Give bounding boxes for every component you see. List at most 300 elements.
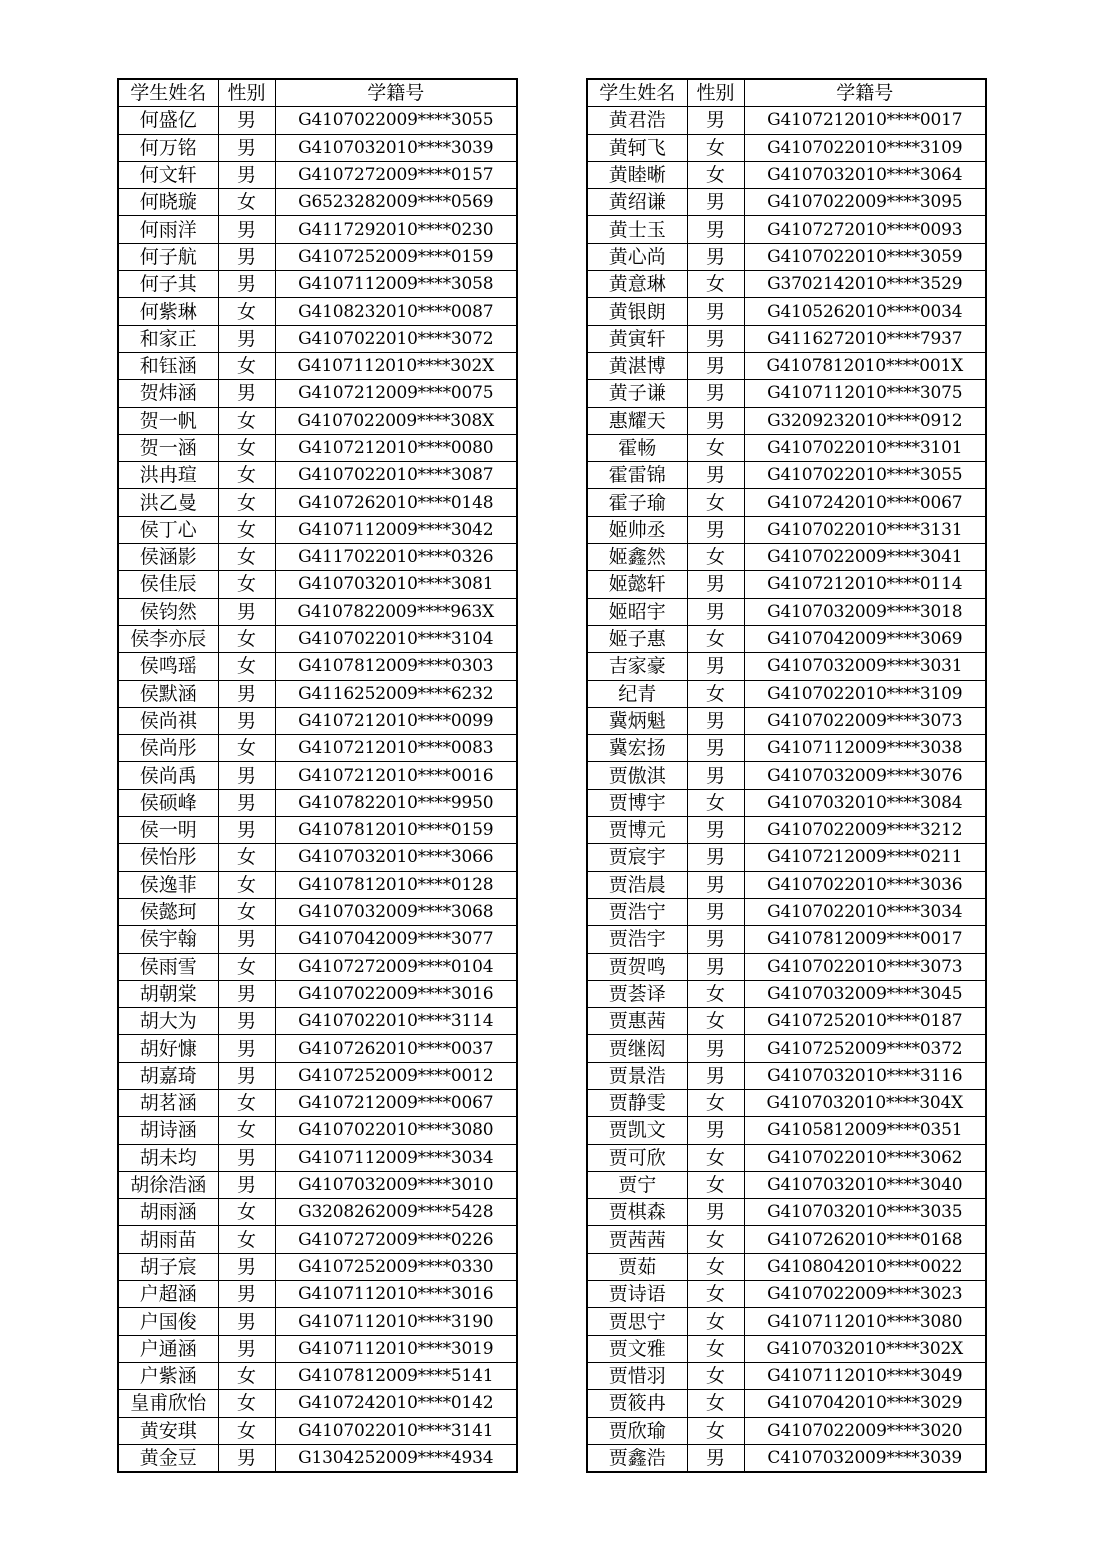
- student-id-cell: G4107032009****3010: [275, 1171, 517, 1198]
- gender-cell: 女: [687, 1226, 744, 1253]
- student-id-cell: G4107812010****0159: [275, 817, 517, 844]
- table-row: [587, 1444, 986, 1472]
- gender-cell: 男: [218, 1008, 275, 1035]
- student-id-cell: G4107032009****3068: [275, 898, 517, 925]
- table-row: [118, 516, 517, 543]
- student-name-cell: 黄心尚: [587, 243, 687, 270]
- student-id-cell: G4107212010****0017: [744, 107, 986, 134]
- table-row: [587, 107, 986, 134]
- student-id-cell: G4117022010****0326: [275, 544, 517, 571]
- header-student-id: 学籍号: [275, 79, 517, 107]
- gender-cell: 男: [687, 189, 744, 216]
- table-row: [118, 817, 517, 844]
- table-row: [118, 216, 517, 243]
- header-gender: 性别: [218, 79, 275, 107]
- student-id-cell: G4107252009****0372: [744, 1035, 986, 1062]
- table-row: [587, 161, 986, 188]
- student-name-cell: 侯丁心: [118, 516, 218, 543]
- gender-cell: 男: [218, 1253, 275, 1280]
- table-row: [587, 1035, 986, 1062]
- student-id-cell: G4107252009****0012: [275, 1062, 517, 1089]
- student-name-cell: 胡雨苗: [118, 1226, 218, 1253]
- gender-cell: 女: [218, 898, 275, 925]
- student-name-cell: 黄湛博: [587, 352, 687, 379]
- table-row: [118, 653, 517, 680]
- table-row: [118, 189, 517, 216]
- student-id-cell: G4107032010****3035: [744, 1199, 986, 1226]
- table-row: [587, 1390, 986, 1417]
- table-row: [118, 1308, 517, 1335]
- student-id-cell: G4107022010****3109: [744, 134, 986, 161]
- student-id-cell: G6523282009****0569: [275, 189, 517, 216]
- student-name-cell: 惠耀天: [587, 407, 687, 434]
- table-row: [118, 407, 517, 434]
- table-row: [587, 625, 986, 652]
- table-row: [118, 898, 517, 925]
- table-row: [118, 352, 517, 379]
- table-row: [587, 407, 986, 434]
- student-id-cell: G4107272009****0157: [275, 161, 517, 188]
- table-row: [118, 762, 517, 789]
- student-name-cell: 胡未均: [118, 1144, 218, 1171]
- student-id-cell: G4107252010****0187: [744, 1008, 986, 1035]
- student-name-cell: 姬子惠: [587, 625, 687, 652]
- gender-cell: 女: [218, 953, 275, 980]
- gender-cell: 女: [218, 544, 275, 571]
- table-row: [587, 598, 986, 625]
- student-id-cell: G4107212010****0114: [744, 571, 986, 598]
- gender-cell: 男: [687, 1117, 744, 1144]
- student-name-cell: 贾荟译: [587, 980, 687, 1007]
- student-id-cell: G4107112009****3042: [275, 516, 517, 543]
- table-row: [118, 325, 517, 352]
- student-name-cell: 姬昭宇: [587, 598, 687, 625]
- student-id-cell: G4107212009****0211: [744, 844, 986, 871]
- student-name-cell: 冀炳魁: [587, 707, 687, 734]
- table-row: [587, 1008, 986, 1035]
- student-id-cell: G4107022009****3055: [275, 107, 517, 134]
- student-id-cell: G4107032009****3045: [744, 980, 986, 1007]
- gender-cell: 男: [687, 653, 744, 680]
- gender-cell: 男: [687, 516, 744, 543]
- gender-cell: 男: [218, 1035, 275, 1062]
- student-name-cell: 洪冉瑄: [118, 462, 218, 489]
- student-name-cell: 黄轲飞: [587, 134, 687, 161]
- student-id-cell: G4107822009****963X: [275, 598, 517, 625]
- student-id-cell: G4107112009****3038: [744, 735, 986, 762]
- gender-cell: 男: [687, 216, 744, 243]
- student-id-cell: G4107272009****0104: [275, 953, 517, 980]
- student-name-cell: 侯怡彤: [118, 844, 218, 871]
- student-id-cell: G4107242010****0142: [275, 1390, 517, 1417]
- student-name-cell: 吉家豪: [587, 653, 687, 680]
- student-name-cell: 侯默涵: [118, 680, 218, 707]
- table-row: [118, 1199, 517, 1226]
- student-id-cell: G4107022010****3109: [744, 680, 986, 707]
- gender-cell: 男: [687, 926, 744, 953]
- student-id-cell: G1304252009****4934: [275, 1444, 517, 1472]
- gender-cell: 女: [687, 489, 744, 516]
- student-name-cell: 侯懿珂: [118, 898, 218, 925]
- table-row: [118, 462, 517, 489]
- gender-cell: 女: [687, 1335, 744, 1362]
- student-id-cell: G4107032010****3081: [275, 571, 517, 598]
- student-name-cell: 贾继闳: [587, 1035, 687, 1062]
- table-row: [118, 298, 517, 325]
- student-name-cell: 贾浩宁: [587, 898, 687, 925]
- student-id-cell: G4107112010****302X: [275, 352, 517, 379]
- table-row: [118, 789, 517, 816]
- student-id-cell: G4107252009****0159: [275, 243, 517, 270]
- student-id-cell: G4107032010****302X: [744, 1335, 986, 1362]
- student-id-cell: G4107022010****3101: [744, 434, 986, 461]
- student-id-cell: G4107022010****3141: [275, 1417, 517, 1444]
- table-row: [587, 134, 986, 161]
- student-name-cell: 贺一帆: [118, 407, 218, 434]
- table-row: [118, 571, 517, 598]
- student-id-cell: G4107272009****0226: [275, 1226, 517, 1253]
- gender-cell: 女: [687, 1390, 744, 1417]
- gender-cell: 男: [687, 107, 744, 134]
- student-name-cell: 贾博宇: [587, 789, 687, 816]
- table-row: [587, 544, 986, 571]
- gender-cell: 女: [218, 625, 275, 652]
- student-name-cell: 姬懿轩: [587, 571, 687, 598]
- student-name-cell: 何晓璇: [118, 189, 218, 216]
- student-name-cell: 贾筱冉: [587, 1390, 687, 1417]
- table-row: [587, 271, 986, 298]
- table-row: [118, 1226, 517, 1253]
- table-row: [587, 817, 986, 844]
- gender-cell: 男: [218, 707, 275, 734]
- student-id-cell: G4107022010****3036: [744, 871, 986, 898]
- student-id-cell: C4107032009****3039: [744, 1444, 986, 1472]
- table-row: [587, 1281, 986, 1308]
- table-row: [587, 1417, 986, 1444]
- table-row: [587, 1144, 986, 1171]
- student-id-cell: G4107022010****3104: [275, 625, 517, 652]
- student-name-cell: 胡诗涵: [118, 1117, 218, 1144]
- table-row: [118, 1144, 517, 1171]
- gender-cell: 男: [687, 352, 744, 379]
- table-row: [587, 1335, 986, 1362]
- student-id-cell: G3209232010****0912: [744, 407, 986, 434]
- student-id-cell: G4107812010****0128: [275, 871, 517, 898]
- student-name-cell: 贾茜茜: [587, 1226, 687, 1253]
- gender-cell: 男: [687, 1444, 744, 1472]
- student-name-cell: 贾贺鸣: [587, 953, 687, 980]
- gender-cell: 男: [218, 980, 275, 1007]
- gender-cell: 女: [218, 298, 275, 325]
- student-name-cell: 贾景浩: [587, 1062, 687, 1089]
- student-name-cell: 何盛亿: [118, 107, 218, 134]
- table-row: [587, 1362, 986, 1389]
- student-id-cell: G4107042009****3077: [275, 926, 517, 953]
- student-id-cell: G4107032009****3031: [744, 653, 986, 680]
- student-name-cell: 侯涵影: [118, 544, 218, 571]
- header-row: [587, 79, 986, 107]
- table-row: [587, 1171, 986, 1198]
- student-id-cell: G4107112010****3019: [275, 1335, 517, 1362]
- student-name-cell: 何紫琳: [118, 298, 218, 325]
- table-row: [118, 134, 517, 161]
- student-name-cell: 侯尚彤: [118, 735, 218, 762]
- gender-cell: 女: [218, 407, 275, 434]
- student-name-cell: 何万铭: [118, 134, 218, 161]
- student-name-cell: 黄金豆: [118, 1444, 218, 1472]
- gender-cell: 女: [687, 1308, 744, 1335]
- student-name-cell: 贾博元: [587, 817, 687, 844]
- gender-cell: 男: [218, 680, 275, 707]
- table-row: [118, 680, 517, 707]
- student-id-cell: G4107812009****0303: [275, 653, 517, 680]
- table-row: [587, 871, 986, 898]
- table-row: [118, 707, 517, 734]
- table-row: [587, 680, 986, 707]
- table-row: [118, 953, 517, 980]
- table-row: [587, 216, 986, 243]
- student-name-cell: 贾宁: [587, 1171, 687, 1198]
- table-row: [587, 462, 986, 489]
- student-name-cell: 何子其: [118, 271, 218, 298]
- student-id-cell: G4107032010****3116: [744, 1062, 986, 1089]
- student-name-cell: 户通涵: [118, 1335, 218, 1362]
- student-name-cell: 侯佳辰: [118, 571, 218, 598]
- gender-cell: 男: [687, 462, 744, 489]
- student-id-cell: G4107022009****3095: [744, 189, 986, 216]
- student-id-cell: G4107212010****0099: [275, 707, 517, 734]
- student-name-cell: 侯宇翰: [118, 926, 218, 953]
- table-row: [118, 1390, 517, 1417]
- gender-cell: 男: [218, 1335, 275, 1362]
- header-gender: 性别: [687, 79, 744, 107]
- gender-cell: 女: [687, 1089, 744, 1116]
- gender-cell: 男: [218, 134, 275, 161]
- student-name-cell: 贾可欣: [587, 1144, 687, 1171]
- gender-cell: 男: [687, 707, 744, 734]
- table-row: [118, 871, 517, 898]
- gender-cell: 女: [218, 462, 275, 489]
- student-id-cell: G4107252009****0330: [275, 1253, 517, 1280]
- table-row: [587, 898, 986, 925]
- student-id-cell: G4107022010****3114: [275, 1008, 517, 1035]
- student-name-cell: 侯逸菲: [118, 871, 218, 898]
- student-name-cell: 黄君浩: [587, 107, 687, 134]
- gender-cell: 男: [218, 817, 275, 844]
- gender-cell: 男: [218, 598, 275, 625]
- gender-cell: 女: [687, 1417, 744, 1444]
- gender-cell: 女: [218, 653, 275, 680]
- table-row: [587, 1253, 986, 1280]
- student-name-cell: 纪青: [587, 680, 687, 707]
- student-id-cell: G4107272010****0093: [744, 216, 986, 243]
- gender-cell: 男: [218, 1308, 275, 1335]
- table-row: [118, 844, 517, 871]
- header-row: [118, 79, 517, 107]
- gender-cell: 女: [687, 680, 744, 707]
- student-id-cell: G4107022010****3034: [744, 898, 986, 925]
- student-name-cell: 黄寅轩: [587, 325, 687, 352]
- student-name-cell: 侯钧然: [118, 598, 218, 625]
- gender-cell: 女: [687, 434, 744, 461]
- table-row: [587, 243, 986, 270]
- table-row: [587, 1117, 986, 1144]
- student-name-cell: 霍畅: [587, 434, 687, 461]
- table-row: [587, 735, 986, 762]
- student-id-cell: G4107112009****3034: [275, 1144, 517, 1171]
- student-name-cell: 贾惜羽: [587, 1362, 687, 1389]
- student-id-cell: G4107822010****9950: [275, 789, 517, 816]
- student-name-cell: 侯雨雪: [118, 953, 218, 980]
- gender-cell: 男: [687, 817, 744, 844]
- student-id-cell: G4107112010****3075: [744, 380, 986, 407]
- table-row: [587, 380, 986, 407]
- student-name-cell: 黄睦晰: [587, 161, 687, 188]
- student-name-cell: 贾凯文: [587, 1117, 687, 1144]
- table-row: [587, 762, 986, 789]
- student-id-cell: G4107022009****3023: [744, 1281, 986, 1308]
- gender-cell: 女: [687, 1253, 744, 1280]
- student-id-cell: G4107032010****3064: [744, 161, 986, 188]
- gender-cell: 女: [218, 1089, 275, 1116]
- gender-cell: 男: [687, 1062, 744, 1089]
- table-row: [587, 980, 986, 1007]
- table-row: [587, 844, 986, 871]
- table-row: [587, 516, 986, 543]
- gender-cell: 女: [687, 1144, 744, 1171]
- student-name-cell: 胡雨涵: [118, 1199, 218, 1226]
- gender-cell: 女: [218, 352, 275, 379]
- gender-cell: 女: [687, 271, 744, 298]
- table-row: [587, 489, 986, 516]
- student-id-cell: G3208262009****5428: [275, 1199, 517, 1226]
- student-name-cell: 户超涵: [118, 1281, 218, 1308]
- gender-cell: 女: [687, 1362, 744, 1389]
- gender-cell: 女: [687, 544, 744, 571]
- table-row: [587, 434, 986, 461]
- student-id-cell: G4105262010****0034: [744, 298, 986, 325]
- student-name-cell: 霍子瑜: [587, 489, 687, 516]
- student-id-cell: G4107022010****3059: [744, 243, 986, 270]
- student-name-cell: 贾傲淇: [587, 762, 687, 789]
- student-id-cell: G4107262010****0148: [275, 489, 517, 516]
- student-id-cell: G4107032009****3076: [744, 762, 986, 789]
- table-row: [118, 1062, 517, 1089]
- table-row: [118, 625, 517, 652]
- student-name-cell: 胡子宸: [118, 1253, 218, 1280]
- student-id-cell: G4107212010****0016: [275, 762, 517, 789]
- gender-cell: 男: [218, 107, 275, 134]
- student-name-cell: 侯尚禹: [118, 762, 218, 789]
- student-name-cell: 黄绍谦: [587, 189, 687, 216]
- student-name-cell: 贾诗语: [587, 1281, 687, 1308]
- table-row: [118, 735, 517, 762]
- table-row: [118, 1281, 517, 1308]
- student-name-cell: 黄子谦: [587, 380, 687, 407]
- student-table-right: [586, 78, 987, 1473]
- gender-cell: 男: [687, 1035, 744, 1062]
- table-row: [118, 1417, 517, 1444]
- student-name-cell: 贾茹: [587, 1253, 687, 1280]
- student-name-cell: 贾惠茜: [587, 1008, 687, 1035]
- table-row: [118, 161, 517, 188]
- gender-cell: 男: [687, 898, 744, 925]
- table-row: [587, 953, 986, 980]
- gender-cell: 男: [687, 571, 744, 598]
- gender-cell: 男: [218, 161, 275, 188]
- student-id-cell: G4107032010****3039: [275, 134, 517, 161]
- student-id-cell: G4107812010****001X: [744, 352, 986, 379]
- student-name-cell: 侯尚祺: [118, 707, 218, 734]
- student-table-left: [117, 78, 518, 1473]
- table-row: [587, 1199, 986, 1226]
- student-name-cell: 胡茗涵: [118, 1089, 218, 1116]
- student-name-cell: 胡大为: [118, 1008, 218, 1035]
- gender-cell: 女: [218, 571, 275, 598]
- gender-cell: 女: [687, 980, 744, 1007]
- table-row: [587, 571, 986, 598]
- student-id-cell: G4107112010****3049: [744, 1362, 986, 1389]
- gender-cell: 男: [687, 735, 744, 762]
- student-name-cell: 黄银朗: [587, 298, 687, 325]
- gender-cell: 男: [687, 298, 744, 325]
- table-row: [587, 1089, 986, 1116]
- gender-cell: 男: [218, 243, 275, 270]
- student-id-cell: G4107212010****0083: [275, 735, 517, 762]
- student-name-cell: 胡徐浩涵: [118, 1171, 218, 1198]
- student-name-cell: 黄安琪: [118, 1417, 218, 1444]
- gender-cell: 女: [218, 434, 275, 461]
- gender-cell: 女: [218, 1226, 275, 1253]
- student-id-cell: G4107032010****3066: [275, 844, 517, 871]
- student-name-cell: 侯李亦辰: [118, 625, 218, 652]
- student-name-cell: 黄士玉: [587, 216, 687, 243]
- student-name-cell: 皇甫欣怡: [118, 1390, 218, 1417]
- student-name-cell: 侯一明: [118, 817, 218, 844]
- student-id-cell: G4107032010****3040: [744, 1171, 986, 1198]
- student-id-cell: G4107112010****3080: [744, 1308, 986, 1335]
- student-id-cell: G4107112010****3016: [275, 1281, 517, 1308]
- student-id-cell: G4107262010****0037: [275, 1035, 517, 1062]
- gender-cell: 男: [218, 1281, 275, 1308]
- student-id-cell: G4107022009****3020: [744, 1417, 986, 1444]
- student-name-cell: 霍雷锦: [587, 462, 687, 489]
- gender-cell: 女: [218, 844, 275, 871]
- student-name-cell: 洪乙曼: [118, 489, 218, 516]
- gender-cell: 男: [218, 762, 275, 789]
- gender-cell: 女: [218, 1362, 275, 1389]
- table-row: [118, 598, 517, 625]
- gender-cell: 女: [218, 1417, 275, 1444]
- gender-cell: 女: [687, 789, 744, 816]
- student-name-cell: 贾欣瑜: [587, 1417, 687, 1444]
- gender-cell: 男: [218, 1144, 275, 1171]
- student-name-cell: 何子航: [118, 243, 218, 270]
- gender-cell: 男: [218, 789, 275, 816]
- table-row: [118, 1008, 517, 1035]
- student-id-cell: G4116272010****7937: [744, 325, 986, 352]
- student-name-cell: 和钰涵: [118, 352, 218, 379]
- student-id-cell: G4107022010****3073: [744, 953, 986, 980]
- gender-cell: 男: [218, 926, 275, 953]
- gender-cell: 男: [218, 1171, 275, 1198]
- table-row: [118, 980, 517, 1007]
- student-name-cell: 贾文雅: [587, 1335, 687, 1362]
- table-row: [118, 1362, 517, 1389]
- gender-cell: 男: [687, 598, 744, 625]
- student-name-cell: 贾思宁: [587, 1308, 687, 1335]
- student-name-cell: 户国俊: [118, 1308, 218, 1335]
